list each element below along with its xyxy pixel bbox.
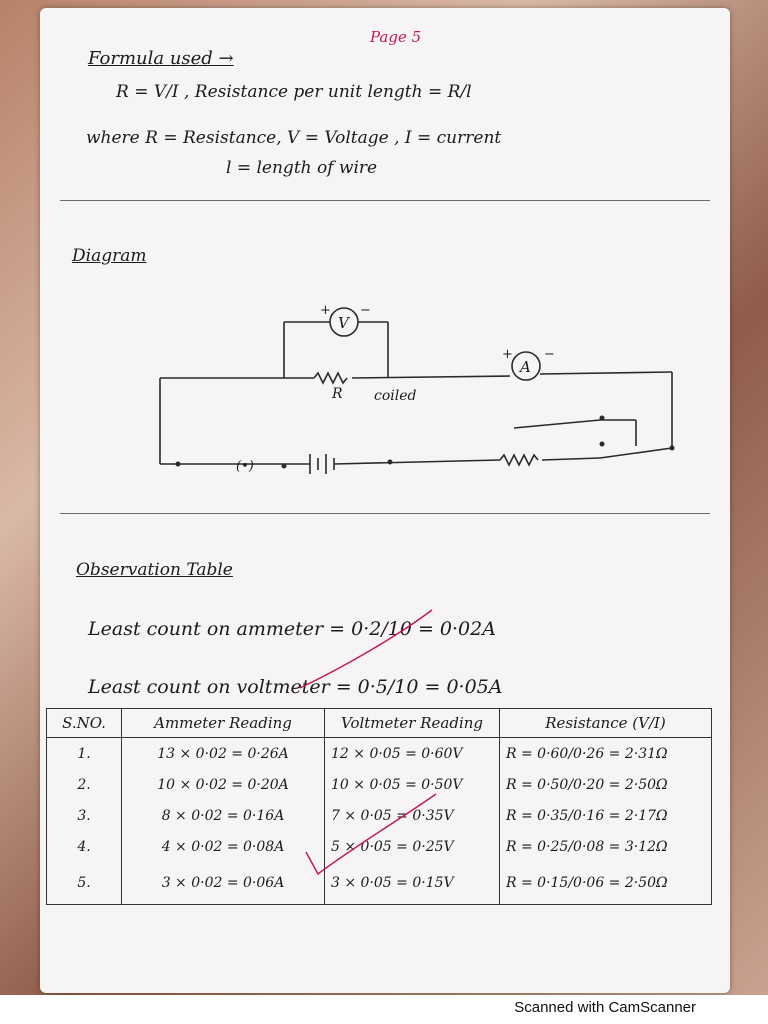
diagram-heading: Diagram bbox=[72, 246, 147, 266]
ammeter-symbol: A bbox=[520, 358, 531, 376]
cell-ammeter: 4 × 0·02 = 0·08A bbox=[122, 831, 325, 862]
least-count-ammeter: Least count on ammeter = 0·2/10 = 0·02A bbox=[88, 618, 496, 640]
circuit-diagram bbox=[40, 288, 730, 488]
check-mark-icon bbox=[290, 604, 440, 694]
key-symbol: (•) bbox=[236, 459, 254, 474]
header-resistance: Resistance (V/I) bbox=[500, 709, 712, 738]
table-row bbox=[47, 738, 712, 770]
voltmeter-minus: − bbox=[360, 303, 371, 318]
section-divider-1 bbox=[60, 200, 710, 201]
cell-sno: 4. bbox=[47, 831, 122, 862]
page-number: Page 5 bbox=[370, 28, 422, 46]
check-mark-icon bbox=[302, 788, 442, 888]
formula-line-2: where R = Resistance, V = Voltage , I = current bbox=[86, 128, 502, 148]
cell-sno: 5. bbox=[47, 862, 122, 905]
cell-voltmeter: 5 × 0·05 = 0·25V bbox=[325, 831, 500, 862]
ammeter-minus: − bbox=[544, 347, 555, 362]
table-header-row bbox=[47, 709, 712, 738]
scanner-footer bbox=[0, 995, 768, 1024]
cell-voltmeter: 12 × 0·05 = 0·60V bbox=[325, 738, 500, 770]
cell-voltmeter: 10 × 0·05 = 0·50V bbox=[325, 769, 500, 800]
formula-line-3: l = length of wire bbox=[226, 158, 378, 178]
header-voltmeter: Voltmeter Reading bbox=[325, 709, 500, 738]
cell-resistance: R = 0·50/0·20 = 2·50Ω bbox=[500, 769, 712, 800]
notebook-page bbox=[40, 8, 730, 993]
coiled-label: coiled bbox=[374, 388, 417, 404]
header-sno: S.NO. bbox=[47, 709, 122, 738]
cell-voltmeter: 3 × 0·05 = 0·15V bbox=[325, 862, 500, 905]
header-ammeter: Ammeter Reading bbox=[122, 709, 325, 738]
cell-ammeter: 10 × 0·02 = 0·20A bbox=[122, 769, 325, 800]
cell-resistance: R = 0·60/0·26 = 2·31Ω bbox=[500, 738, 712, 770]
cell-sno: 3. bbox=[47, 800, 122, 831]
resistor-label: R bbox=[332, 386, 343, 402]
cell-resistance: R = 0·35/0·16 = 2·17Ω bbox=[500, 800, 712, 831]
cell-resistance: R = 0·15/0·06 = 2·50Ω bbox=[500, 862, 712, 905]
cell-ammeter: 3 × 0·02 = 0·06A bbox=[122, 862, 325, 905]
scanner-watermark: Scanned with CamScanner bbox=[514, 999, 696, 1016]
observation-heading: Observation Table bbox=[76, 560, 233, 580]
cell-sno: 2. bbox=[47, 769, 122, 800]
voltmeter-symbol: V bbox=[338, 314, 349, 332]
cell-ammeter: 8 × 0·02 = 0·16A bbox=[122, 800, 325, 831]
least-count-voltmeter: Least count on voltmeter = 0·5/10 = 0·05A bbox=[88, 676, 503, 698]
formula-heading: Formula used → bbox=[88, 48, 234, 69]
cell-sno: 1. bbox=[47, 738, 122, 770]
cell-resistance: R = 0·25/0·08 = 3·12Ω bbox=[500, 831, 712, 862]
cell-ammeter: 13 × 0·02 = 0·26A bbox=[122, 738, 325, 770]
cell-voltmeter: 7 × 0·05 = 0·35V bbox=[325, 800, 500, 831]
formula-line-1: R = V/I , Resistance per unit length = R/l bbox=[116, 82, 472, 102]
section-divider-2 bbox=[60, 513, 710, 514]
ammeter-plus: + bbox=[502, 347, 513, 362]
voltmeter-plus: + bbox=[320, 303, 331, 318]
